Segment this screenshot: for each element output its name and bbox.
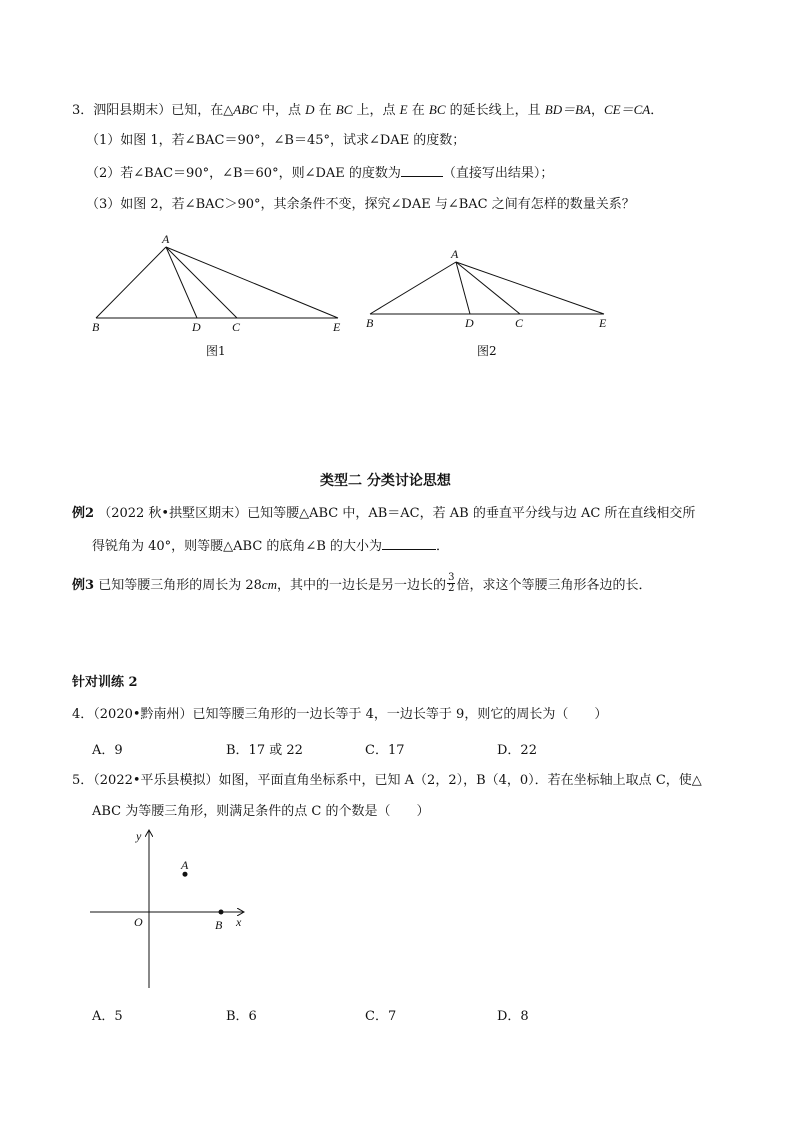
fig1-label-A: A xyxy=(162,232,170,246)
q3-stem: 3．泗阳县期末）已知，在△ABC 中，点 D 在 BC 上，点 E 在 BC 的延长线上，且 BD＝BA，CE＝CA． xyxy=(72,102,664,118)
fig1-label-B: B xyxy=(92,320,100,334)
fig2-label-C: C xyxy=(515,316,524,330)
example-2-line2: 得锐角为 40°，则等腰△ABC 的底角∠B 的大小为 ． xyxy=(92,539,450,554)
q4-option-d[interactable]: D．22 xyxy=(497,743,537,758)
point-A xyxy=(183,872,188,877)
fig1-label-D: D xyxy=(192,320,201,334)
q5-option-a[interactable]: A．5 xyxy=(92,1009,123,1024)
q4-stem: 4．（2020•黔南州）已知等腰三角形的一边长等于 4，一边长等于 9，则它的周长为（ ） xyxy=(72,707,608,722)
q3-part3: （3）如图 2，若∠BAC＞90°，其余条件不变，探究∠DAE 与∠BAC 之间有怎样的数量关系？ xyxy=(86,197,635,212)
fig1-label-C: C xyxy=(232,320,241,334)
q5-option-d[interactable]: D．8 xyxy=(497,1009,529,1024)
origin-label: O xyxy=(134,915,143,929)
point-A-label: A xyxy=(181,858,189,873)
fig1-label-E: E xyxy=(333,320,341,334)
q5-stem-line1: 5．（2022•平乐县模拟）如图，平面直角坐标系中，已知 A（2，2），B（4，0）．若在坐标轴上取点 C，使△ xyxy=(72,773,702,788)
fig2-label-B: B xyxy=(366,316,374,330)
x-axis-label: x xyxy=(236,915,242,929)
y-axis-label: y xyxy=(136,829,142,843)
section-title: 类型二 分类讨论思想 xyxy=(320,473,451,489)
training-title: 针对训练 2 xyxy=(72,675,138,690)
fig2-label-E: E xyxy=(599,316,607,330)
fig2-label-A: A xyxy=(451,247,459,261)
q4-option-c[interactable]: C．17 xyxy=(365,743,405,758)
q3-part1: （1）如图 1，若∠BAC＝90°，∠B＝45°，试求∠DAE 的度数； xyxy=(86,133,466,148)
example-2-line1: 例2 （2022 秋•拱墅区期末）已知等腰△ABC 中，AB＝AC，若 AB 的垂直平分线与边 AC 所在直线相交所 xyxy=(72,506,696,521)
fig1-caption: 图1 xyxy=(206,344,226,358)
fig2-caption: 图2 xyxy=(477,344,497,358)
point-B xyxy=(219,910,224,915)
fig2-label-D: D xyxy=(465,316,474,330)
point-B-label: B xyxy=(215,918,223,932)
q5-option-c[interactable]: C．7 xyxy=(365,1009,397,1024)
q5-stem-line2: ABC 为等腰三角形，则满足条件的点 C 的个数是（ ） xyxy=(92,804,430,819)
q3-part2: （2）若∠BAC＝90°，∠B＝60°，则∠DAE 的度数为 （直接写出结果）； xyxy=(86,166,554,181)
q4-option-b[interactable]: B．17 或 22 xyxy=(226,743,303,758)
fraction: $\frac{3}{2}$ xyxy=(448,572,455,594)
q4-option-a[interactable]: A．9 xyxy=(92,743,123,758)
example-3: 例3 已知等腰三角形的周长为 28cm，其中的一边长是另一边长的 $\frac{3}{2}$ 倍，求这个等腰三角形各边的长． xyxy=(72,572,652,594)
q5-option-b[interactable]: B．6 xyxy=(226,1009,257,1024)
